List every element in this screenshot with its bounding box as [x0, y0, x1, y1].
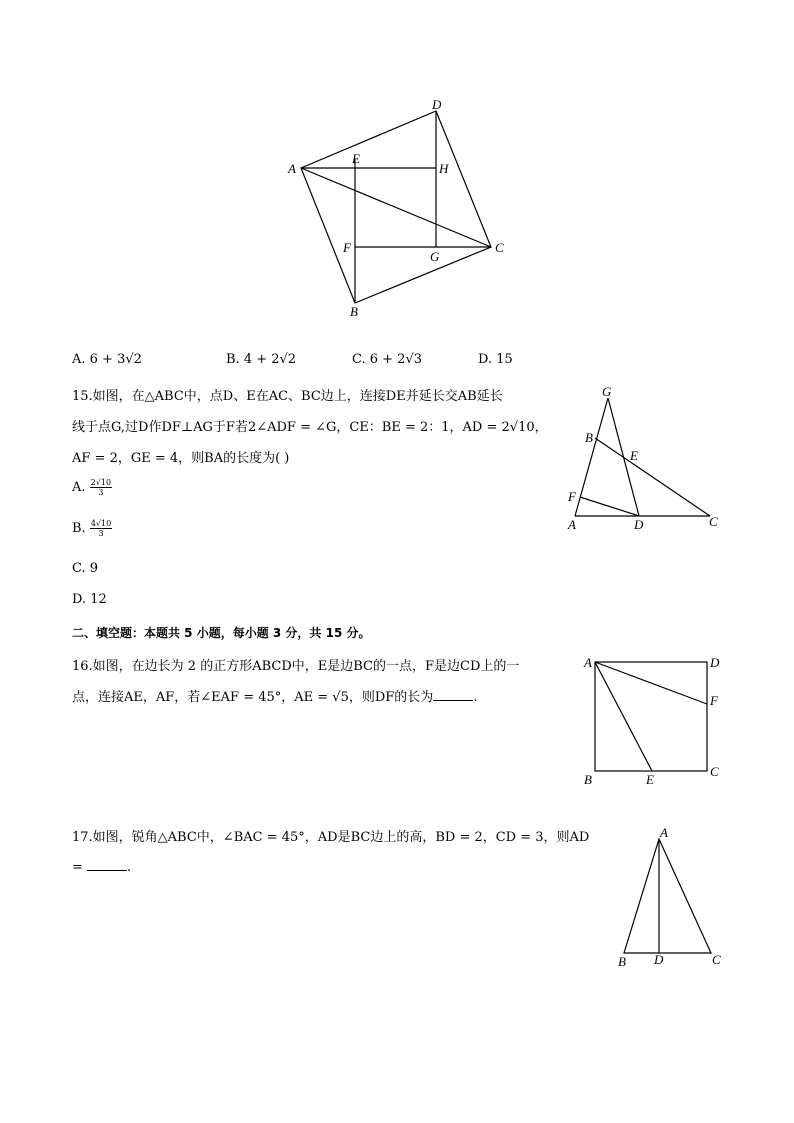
q16-question-line2 — [72, 686, 477, 705]
q15-label-f: F — [568, 489, 576, 504]
q15-option-b-numerator: 4√10 — [90, 519, 112, 528]
q15-label-b: B — [585, 430, 593, 445]
q14-option-a[interactable]: A. 6 + 3√2 — [72, 352, 142, 367]
q15-option-b[interactable] — [72, 519, 112, 538]
q17-label-d: D — [654, 952, 664, 967]
q15-option-b-denominator: 3 — [98, 529, 104, 538]
q15-question-line2: 线于点G,过D作DF⊥AG于F若2∠ADF = ∠G，CE：BE = 2：1，AD = 2√10， — [72, 420, 548, 435]
q14-option-d[interactable]: D. 15 — [478, 352, 513, 367]
q17-question-line2 — [72, 858, 131, 875]
q17-label-c: C — [712, 952, 721, 967]
q17-question-line2-end: . — [127, 860, 132, 875]
q17-question-line1: 17.如图，锐角△ABC中，∠BAC = 45°，AD是BC边上的高，BD = 2，CD = 3，则AD — [72, 830, 590, 845]
q15-label-a: A — [568, 517, 576, 532]
q14-label-e: E — [352, 151, 360, 166]
q15-line-fd — [580, 497, 639, 516]
q14-label-h: H — [439, 161, 449, 176]
q16-label-b: B — [584, 772, 592, 787]
q15-option-a[interactable] — [72, 478, 112, 497]
q15-line-ga — [575, 398, 608, 516]
q16-answer-blank[interactable] — [433, 688, 473, 701]
q15-label-e: E — [630, 448, 638, 463]
q15-question-line3: AF = 2，GE = 4，则BA的长度为( ) — [72, 451, 290, 466]
q16-square — [595, 662, 707, 771]
q14-label-g: G — [430, 249, 440, 264]
q16-question-line2-end: . — [473, 690, 478, 705]
q15-label-c: C — [709, 514, 718, 529]
q15-option-c[interactable]: C. 9 — [72, 561, 99, 576]
q14-figure — [280, 95, 520, 325]
q15-option-a-denominator: 3 — [98, 488, 104, 497]
q16-line-af — [595, 662, 707, 704]
q15-label-g: G — [602, 384, 612, 399]
q14-label-b: B — [350, 304, 358, 319]
q15-option-d[interactable]: D. 12 — [72, 592, 107, 607]
q16-figure — [575, 650, 735, 795]
q16-question-line1: 16.如图，在边长为 2 的正方形ABCD中，E是边BC的一点，F是边CD上的一 — [72, 659, 520, 674]
q16-label-f: F — [710, 693, 718, 708]
q17-answer-blank[interactable] — [87, 858, 127, 871]
q14-option-c[interactable]: C. 6 + 2√3 — [352, 352, 423, 367]
q16-question-line2-text: 点，连接AE，AF，若∠EAF = 45°，AE = √5，则DF的长为 — [72, 690, 434, 705]
q17-label-a: A — [660, 825, 668, 840]
q14-label-c: C — [495, 240, 504, 255]
q15-label-d: D — [634, 517, 644, 532]
q16-line-ae — [595, 662, 652, 771]
q14-label-a: A — [288, 161, 296, 176]
q17-triangle — [624, 839, 711, 953]
q15-option-a-fraction — [90, 478, 112, 497]
q15-option-a-numerator: 2√10 — [90, 478, 112, 487]
q15-line-bc — [595, 438, 710, 516]
section-heading-fill-in: 二、填空题：本题共 5 小题，每小题 3 分，共 15 分。 — [72, 626, 371, 640]
q15-question-line1: 15.如图，在△ABC中，点D、E在AC、BC边上，连接DE并延长交AB延长 — [72, 389, 503, 404]
q15-option-b-fraction — [90, 519, 112, 538]
q17-label-b: B — [618, 954, 626, 969]
q16-label-d: D — [710, 655, 720, 670]
q14-label-d: D — [432, 97, 442, 112]
q15-figure — [560, 380, 730, 535]
q16-label-c: C — [710, 764, 719, 779]
q14-option-b[interactable]: B. 4 + 2√2 — [226, 352, 297, 367]
q17-question-line2-text: = — [72, 860, 83, 875]
q14-segment-ac — [301, 168, 491, 247]
q15-option-b-prefix: B. — [72, 521, 86, 536]
q14-label-f: F — [343, 240, 351, 255]
q15-option-a-prefix: A. — [72, 480, 86, 495]
q17-figure — [610, 822, 730, 972]
q16-label-a: A — [584, 655, 592, 670]
q16-label-e: E — [646, 772, 654, 787]
